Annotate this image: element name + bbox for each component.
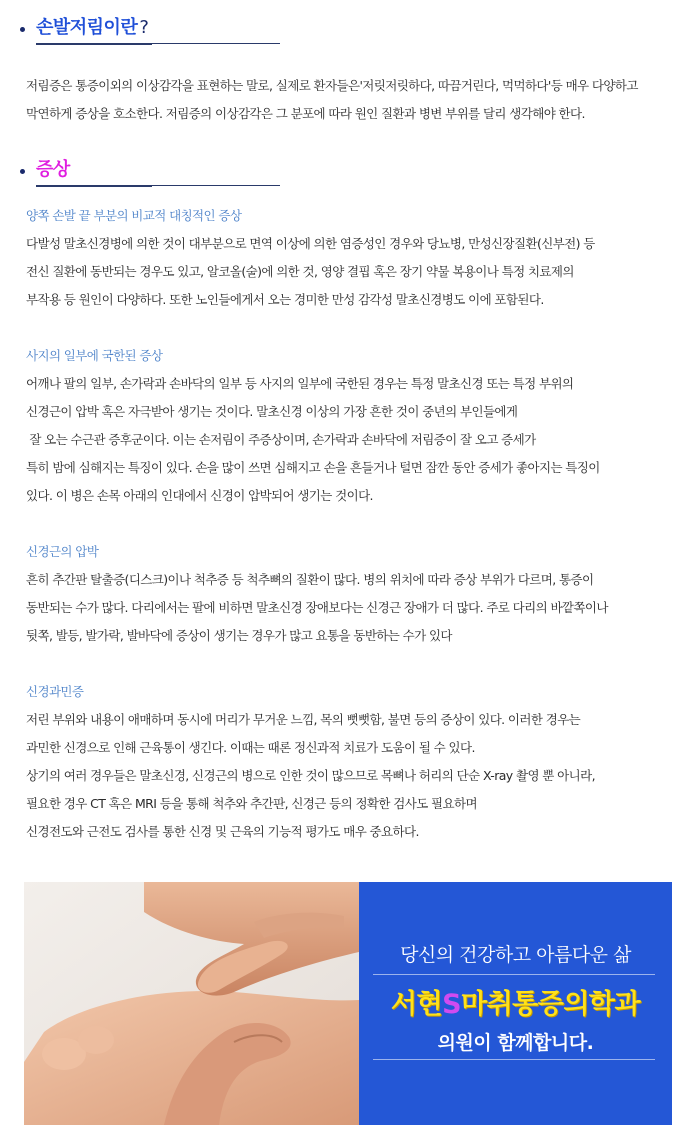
body-line: 어깨나 팔의 일부, 손가락과 손바닥의 일부 등 사지의 일부에 국한된 경우는 특정 말초신경 또는 특정 부위의 bbox=[26, 376, 574, 391]
body-line: 필요한 경우 CT 혹은 MRI 등을 통해 척추와 추간판, 신경근 등의 정확한 검사도 필요하며 bbox=[26, 796, 477, 811]
heading-underline bbox=[36, 185, 152, 187]
subsection-heading: 신경근의 압박 bbox=[26, 544, 99, 559]
section-title: 손발저림이란 ? bbox=[36, 17, 149, 38]
bullet-icon bbox=[20, 169, 25, 174]
subsection-heading: 신경과민증 bbox=[26, 684, 84, 699]
banner-closing: 의원이 함께합니다. bbox=[437, 1032, 594, 1054]
section-heading-numbness bbox=[20, 16, 260, 48]
body-line: 과민한 신경으로 인해 근육통이 생긴다. 이때는 때론 정신과적 치료가 도움이 될 수 있다. bbox=[26, 740, 475, 755]
section-heading-symptoms bbox=[20, 158, 260, 190]
banner-divider bbox=[373, 974, 655, 975]
body-line: 있다. 이 병은 손목 아래의 인대에서 신경이 압박되어 생기는 것이다. bbox=[26, 488, 373, 503]
body-line: 상기의 여러 경우들은 말초신경, 신경근의 병으로 인한 것이 많으므로 목뼈나 허리의 단순 X-ray 촬영 뿐 아니라, bbox=[26, 768, 595, 783]
body-line: 동반되는 수가 많다. 다리에서는 팔에 비하면 말초신경 장애보다는 신경근 장애가 더 많다. 주로 다리의 바깥쪽이나 bbox=[26, 600, 608, 615]
body-line: 신경전도와 근전도 검사를 통한 신경 및 근육의 기능적 평가도 매우 중요하다. bbox=[26, 824, 419, 839]
subsection-body bbox=[26, 566, 608, 650]
banner-panel bbox=[359, 882, 672, 1125]
question-mark: ? bbox=[139, 17, 149, 38]
heading-underline-thin bbox=[152, 185, 280, 186]
intro-line: 저림증은 통증이외의 이상감각을 표현하는 말로, 실제로 환자들은'저릿저릿하다, 따끔거린다, 먹먹하다'등 매우 다양하고 bbox=[26, 78, 638, 93]
subsection-body bbox=[26, 706, 595, 846]
body-line: 전신 질환에 동반되는 경우도 있고, 알코올(술)에 의한 것, 영양 결핍 혹은 장기 약물 복용이나 특정 치료제의 bbox=[26, 264, 574, 279]
foot-massage-illustration bbox=[24, 882, 359, 1125]
bullet-icon bbox=[20, 27, 25, 32]
subsection-body bbox=[26, 370, 600, 510]
body-line: 부작용 등 원인이 다양하다. 또한 노인들에게서 오는 경미한 만성 감각성 말초신경병도 이에 포함된다. bbox=[26, 292, 544, 307]
subsection-body bbox=[26, 230, 595, 314]
intro-line: 막연하게 증상을 호소한다. 저림증의 이상감각은 그 분포에 따라 원인 질환과 병변 부위를 달리 생각해야 한다. bbox=[26, 106, 585, 121]
heading-underline bbox=[36, 43, 152, 45]
body-line: 저린 부위와 내용이 애매하며 동시에 머리가 무거운 느낌, 목의 뻣뻣함, 불면 등의 증상이 있다. 이러한 경우는 bbox=[26, 712, 581, 727]
clinic-banner bbox=[24, 882, 672, 1125]
body-line: 특히 밤에 심해지는 특징이 있다. 손을 많이 쓰면 심해지고 손을 흔들거나 털면 잠깐 동안 증세가 좋아지는 특징이 bbox=[26, 460, 600, 475]
banner-tagline: 당신의 건강하고 아름다운 삶 bbox=[400, 944, 631, 966]
body-line: 신경근이 압박 혹은 자극받아 생기는 것이다. 말초신경 이상의 가장 흔한 것이 중년의 부인들에게 bbox=[26, 404, 518, 419]
clinic-name-part2: 마취통증의학과 bbox=[461, 989, 641, 1020]
body-line: 잘 오는 수근관 증후군이다. 이는 손저림이 주증상이며, 손가락과 손바닥에 저림증이 잘 오고 증세가 bbox=[26, 432, 536, 447]
clinic-name-s: S bbox=[442, 989, 462, 1020]
foot-massage-photo bbox=[24, 882, 359, 1125]
clinic-name-part1: 서현 bbox=[390, 989, 443, 1020]
clinic-name bbox=[359, 982, 672, 1021]
body-line: 다발성 말초신경병에 의한 것이 대부분으로 면역 이상에 의한 염증성인 경우와 당뇨병, 만성신장질환(신부전) 등 bbox=[26, 236, 595, 251]
section-title: 증상 bbox=[36, 159, 70, 180]
heading-underline-thin bbox=[152, 43, 280, 44]
subsection-heading: 사지의 일부에 국한된 증상 bbox=[26, 348, 163, 363]
body-line: 뒷쪽, 발등, 발가락, 발바닥에 증상이 생기는 경우가 많고 요통을 동반하는 수가 있다 bbox=[26, 628, 452, 643]
subsection-heading: 양쪽 손발 끝 부분의 비교적 대칭적인 증상 bbox=[26, 208, 242, 223]
banner-divider bbox=[373, 1059, 655, 1060]
intro-paragraph bbox=[26, 72, 686, 128]
body-line: 흔히 추간판 탈출증(디스크)이나 척추증 등 척추뼈의 질환이 많다. 병의 위치에 따라 증상 부위가 다르며, 통증이 bbox=[26, 572, 594, 587]
